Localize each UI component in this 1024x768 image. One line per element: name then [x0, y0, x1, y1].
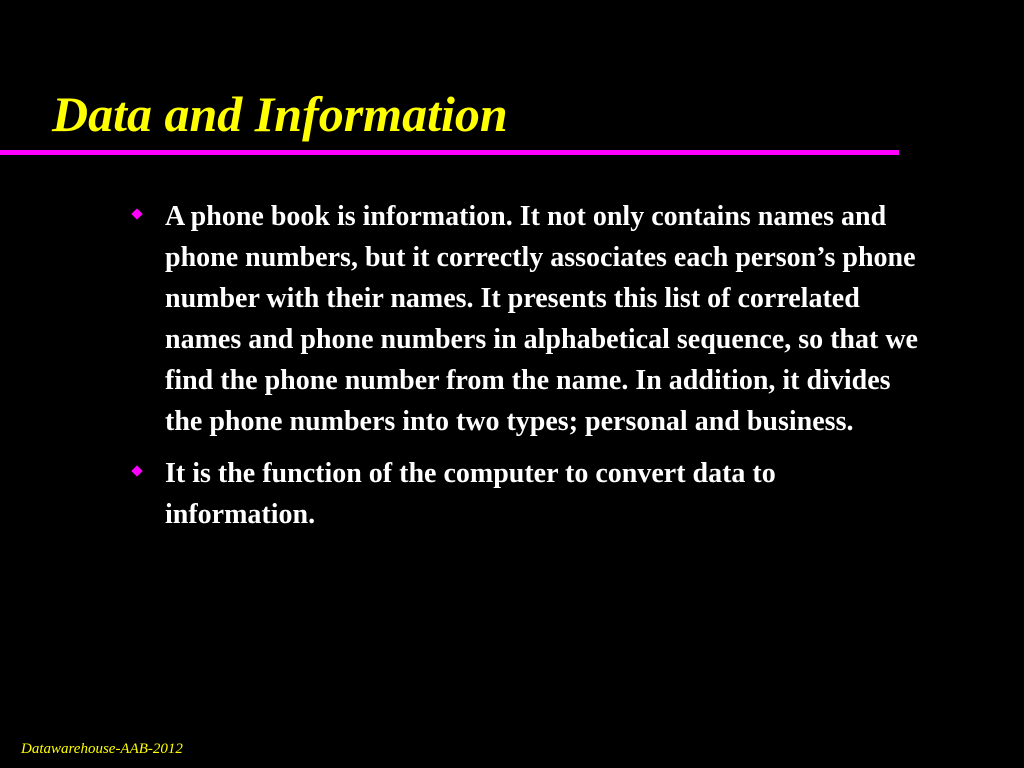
bullet-item: [130, 196, 930, 442]
slide-footer: Datawarehouse-AAB-2012: [21, 741, 183, 757]
bullet-text: It is the function of the computer to convert data to information.: [165, 458, 776, 530]
bullet-list: [130, 196, 930, 546]
bullet-text: A phone book is information. It not only contains names and phone numbers, but it correctly associates each person’s phone number with their names. It presents this list of correlated names and phone numbers in alphabetical sequence, so that we find the phone number from the name. In addition, it divides the phone numbers into two types; personal and business.: [165, 201, 918, 437]
bullet-item: [130, 453, 930, 535]
diamond-bullet-icon: [131, 208, 142, 219]
title-underline-rule: [0, 150, 899, 155]
diamond-bullet-icon: [131, 465, 142, 476]
slide-title: Data and Information: [52, 86, 508, 142]
